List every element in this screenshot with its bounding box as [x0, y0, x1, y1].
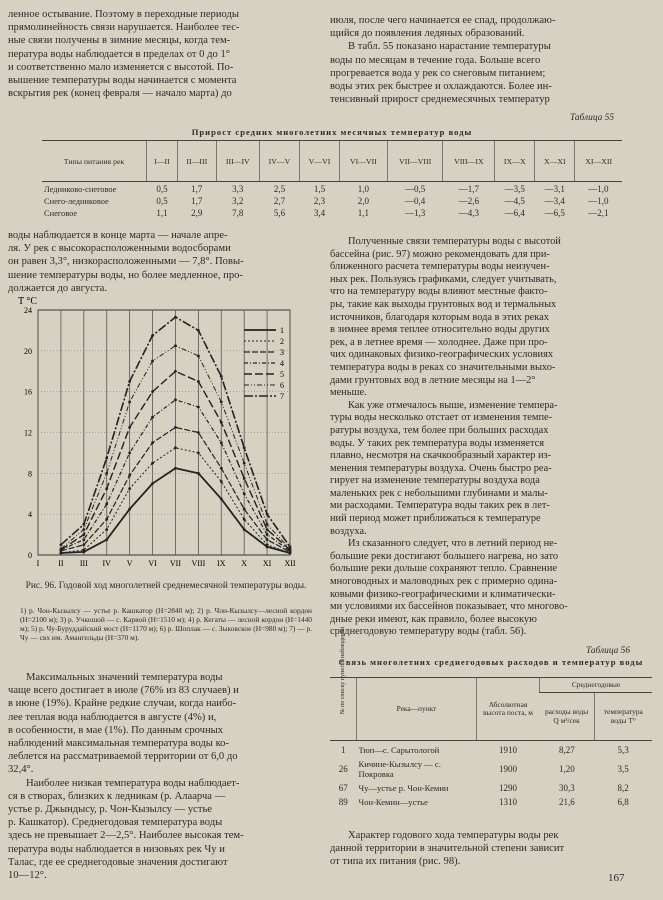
- data-point: [243, 528, 246, 531]
- table-cell: —2,6: [458, 196, 479, 206]
- table-cell: —4,3: [458, 208, 479, 218]
- table-cell: —3,4: [544, 196, 565, 206]
- data-point: [60, 547, 63, 550]
- data-point: [220, 480, 223, 483]
- text-line: щийся до появления ледяных образований.: [330, 28, 525, 40]
- text-line: данной территории в значительной степени зависит: [330, 843, 565, 855]
- text-line: в особенности, в мае (1%). По данным срочных: [8, 724, 224, 736]
- y-axis-label: T °C: [18, 296, 38, 307]
- y-tick-label: 24: [24, 306, 32, 315]
- text-line: ры, такие как выходы грунтовых вод и термальных: [330, 298, 557, 310]
- row-label: Ледниково-снеговое: [44, 185, 117, 194]
- text-line: что на температуру воды влияют местные факто-: [330, 286, 548, 298]
- table-cell: 1,7: [191, 196, 203, 206]
- x-tick-label: IV: [102, 559, 111, 568]
- text-line: рек, а в летнее время — холоднее. Даже при про-: [330, 336, 548, 348]
- text-line: ми условиями их бассейнов показывает, что многово-: [330, 601, 568, 613]
- row-label: Снего-ледниковое: [44, 197, 109, 206]
- data-point: [105, 503, 108, 506]
- text-line: туры воды несколько отстает от изменения темпе-: [330, 412, 553, 424]
- text-line: плавно, несмотря на скачкообразный характер из-: [330, 450, 552, 462]
- data-point: [82, 528, 85, 531]
- table-cell: 2,7: [273, 196, 286, 206]
- text-line: должается до августа.: [8, 282, 108, 294]
- table-cell: 26: [338, 764, 348, 774]
- y-tick-label: 12: [24, 428, 32, 438]
- data-point: [220, 421, 223, 424]
- table55-body: [42, 182, 622, 219]
- data-point: [174, 398, 177, 401]
- text-line: он равен 3,3°, низкорасположенными — 7,8°. Повы-: [8, 256, 244, 268]
- text-line: вышение температуры воды начинается с момента: [8, 75, 237, 87]
- data-point: [82, 538, 85, 541]
- text-line: меньше.: [330, 387, 367, 399]
- table-cell: 1290: [499, 783, 517, 793]
- table-cell: 8,2: [617, 783, 629, 793]
- data-point: [266, 513, 269, 516]
- t55-head-period: XI—XII: [575, 141, 622, 182]
- table-cell: —0,4: [405, 196, 426, 206]
- text-line: ми расходами. Температура воды таких рек в лет-: [330, 500, 550, 512]
- data-point: [174, 467, 177, 470]
- x-tick-label: XII: [284, 559, 296, 568]
- data-point: [105, 472, 108, 475]
- data-point: [174, 344, 177, 347]
- data-point: [105, 457, 108, 460]
- text-line: в зимнее время теплее относительно воды других: [330, 324, 550, 336]
- data-point: [128, 400, 131, 403]
- text-line: Как уже отмечалось выше, изменение темпера-: [348, 399, 558, 411]
- x-tick-label: IX: [217, 559, 226, 568]
- text-line: тенсивный прирост среднемесячных температур: [330, 94, 550, 106]
- data-point: [243, 446, 246, 449]
- text-line: менения температуры воздуха. Очень быстро реа-: [330, 462, 552, 474]
- text-line: пература воды наблюдается в низовьях рек Чу и: [8, 843, 225, 855]
- x-tick-label: II: [58, 559, 64, 568]
- text-line: среднегодовую температуру воды (табл. 56).: [330, 626, 527, 638]
- text-line: большие реки дольше сохраняют тепло. Сравнение: [330, 563, 558, 575]
- x-tick-label: III: [79, 559, 88, 568]
- t55-head-period: III—IV: [216, 141, 259, 182]
- table-cell: 2,9: [191, 208, 203, 218]
- table-row: [330, 793, 652, 807]
- t55-head-type: Типы питания рек: [42, 141, 147, 182]
- table55-header-row: [42, 141, 622, 182]
- t56-head-num: № по списку пунктов наблюдений: [330, 678, 357, 741]
- data-point: [243, 492, 246, 495]
- table-cell: —6,5: [544, 208, 565, 218]
- data-point: [174, 446, 177, 449]
- table56-number: Таблица 56: [586, 646, 631, 656]
- table-cell: —4,5: [504, 196, 525, 206]
- data-point: [128, 487, 131, 490]
- data-point: [174, 316, 177, 319]
- x-tick-label: XI: [262, 559, 272, 568]
- table-row: [330, 741, 652, 756]
- text-line: Талас, где ее среднегодовые значения достигают: [8, 856, 228, 868]
- table-cell: 1,1: [156, 208, 168, 218]
- data-point: [151, 334, 154, 337]
- data-point: [151, 441, 154, 444]
- text-line: прямолинейность связи нарушается. Наиболее тес-: [8, 22, 240, 34]
- data-point: [220, 375, 223, 378]
- legend-label: 5: [280, 370, 284, 379]
- t56-head-t: температура воды T°: [594, 693, 652, 741]
- table-cell: 89: [338, 797, 348, 807]
- table-cell: 3,4: [313, 208, 326, 218]
- text-line: и соответственно мало изменяется с высотой. По-: [8, 61, 234, 73]
- data-point: [266, 523, 269, 526]
- data-point: [220, 497, 223, 500]
- text-line: ных рек. Пользуясь графиками, следует учитывать,: [330, 273, 557, 285]
- data-point: [220, 441, 223, 444]
- table-cell: —1,3: [405, 208, 426, 218]
- table-cell: Чон-Кемин—устье: [358, 797, 428, 807]
- legend-label: 6: [280, 381, 284, 390]
- table-cell: 0,5: [156, 184, 168, 194]
- table-cell: —3,5: [504, 184, 525, 194]
- data-point: [243, 508, 246, 511]
- t56-head-height: Абсолютная высота поста, м: [477, 678, 540, 741]
- text-line: чаще всего достигает в июле (76% из 83 случаев) и: [8, 685, 239, 697]
- table-cell: 8,27: [558, 745, 575, 755]
- text-line: лее теплая вода наблюдается в августе (4%) и,: [8, 711, 217, 723]
- figure-caption: Рис. 96. Годовой ход многолетней среднемесячной температуры воды.: [25, 581, 307, 591]
- text-line: Характер годового хода температуры воды рек: [348, 830, 559, 841]
- text-line: ные связи получены в зимние месяцы, когда тем-: [8, 35, 231, 47]
- table-cell: 21,6: [558, 797, 575, 807]
- data-point: [289, 545, 292, 548]
- text-line: прогревается вода у рек со снеговым питанием;: [330, 67, 546, 79]
- table-cell: 3,2: [232, 196, 244, 206]
- table-cell: 1,7: [191, 184, 203, 194]
- t56-head-group: Среднегодовые: [540, 678, 653, 693]
- text-line: в июне (19%). Крайне редкие случаи, когда наибо-: [8, 698, 237, 710]
- left-bottom-text: [8, 671, 313, 882]
- data-point: [266, 543, 269, 546]
- text-line: воды по месяцам в течение года. Больше всего: [330, 54, 541, 66]
- text-line: шение температуры воды, но более медленное, про-: [8, 269, 243, 281]
- table-cell: 1900: [499, 764, 517, 774]
- text-line: дные реки имеют, как правило, более высокую: [330, 613, 537, 625]
- table-cell: Чу—устье р. Чон-Кемин: [358, 783, 449, 793]
- text-line: большие реки достигают большего нагрева, но зато: [330, 550, 559, 562]
- text-line: здесь не превышает 2—2,5°. Наиболее высокая тем-: [8, 830, 244, 842]
- table-cell: —3,1: [544, 184, 565, 194]
- table-cell: —1,7: [458, 184, 479, 194]
- text-line: Из сказанного следует, что в летний период не-: [348, 538, 558, 550]
- table-cell: 5,3: [617, 745, 629, 755]
- y-tick-label: 8: [28, 469, 32, 479]
- table56-title: Связь многолетних среднегодовых расходов и температур воды: [338, 657, 644, 667]
- text-line: ний период может приближаться к температуре: [330, 513, 541, 525]
- text-line: от типа их питания (рис. 98).: [330, 856, 461, 868]
- t55-head-period: IV—V: [259, 141, 299, 182]
- text-line: чих одинаковых физико-географических условиях: [330, 349, 554, 361]
- table-cell: 0,5: [156, 196, 168, 206]
- text-line: многоводных и маловодных рек с примерно одина-: [330, 576, 558, 588]
- table-cell: —0,5: [405, 184, 426, 194]
- left-mid-text: [8, 229, 313, 295]
- text-line: 32,4°.: [8, 764, 34, 776]
- x-tick-label: V: [126, 559, 133, 568]
- t55-head-period: V—VI: [299, 141, 339, 182]
- data-point: [197, 472, 200, 475]
- text-line: воздуха.: [330, 525, 367, 537]
- table-cell: 3,5: [617, 764, 629, 774]
- t55-head-period: VII—VIII: [387, 141, 443, 182]
- table-cell: 1,5: [313, 184, 326, 194]
- data-point: [266, 533, 269, 536]
- table-row: [42, 206, 622, 218]
- data-point: [243, 518, 246, 521]
- x-tick-label: VII: [169, 559, 182, 568]
- table55-number: Таблица 55: [570, 113, 615, 123]
- data-point: [82, 523, 85, 526]
- table-cell: 2,5: [273, 184, 286, 194]
- data-point: [105, 518, 108, 521]
- right-bottom-text: [330, 829, 652, 869]
- table-cell: 1,20: [558, 764, 575, 774]
- legend-label: 7: [280, 392, 284, 401]
- table-cell: —1,0: [588, 196, 609, 206]
- text-line: ся в створах, близких к ледникам (р. Алаарча —: [8, 790, 226, 802]
- table-cell: 67: [338, 783, 348, 793]
- y-tick-label: 4: [28, 510, 32, 520]
- text-line: воды. У таких рек температура воды изменяется: [330, 437, 545, 449]
- data-point: [82, 533, 85, 536]
- data-point: [197, 380, 200, 383]
- data-point: [128, 452, 131, 455]
- data-point: [266, 538, 269, 541]
- table-cell: 1,0: [357, 184, 370, 194]
- text-line: Полученные связи температуры воды с высотой: [348, 236, 561, 247]
- table-row: [42, 182, 622, 195]
- table-cell: 7,8: [232, 208, 244, 218]
- data-point: [243, 462, 246, 465]
- data-point: [220, 400, 223, 403]
- text-line: дами грунтовых вод в летние месяцы на 1—2°: [330, 374, 536, 386]
- text-line: устье р. Джындысу, р. Чон-Кызылсу — устье: [8, 804, 212, 816]
- data-point: [82, 543, 85, 546]
- data-point: [128, 508, 131, 511]
- table-row: [42, 194, 622, 206]
- data-point: [128, 474, 131, 477]
- right-mid-text: [330, 236, 652, 639]
- legend-label: 4: [280, 359, 284, 368]
- t55-head-period: I—II: [147, 141, 178, 182]
- figure-note: 1) р. Чон-Кызылсу — устье р. Кашкатор (H=2840 м); 2) р. Чон-Кызылсу—лесной кордон (H=2100 м); 3) р. Учкошой — с. Карвой (H=1510 м); 4) р. Кегаты — лесной кордон (H=1440 м); 5) р. Чу-Буруддайский мост (H=1170 м); 6) р. Шоплак — с. Зыковское (H=980 м); 7) — р. Чу — свх им. Амангельды (H=370 м).: [20, 606, 312, 642]
- data-point: [151, 462, 154, 465]
- t55-head-period: II—III: [177, 141, 216, 182]
- text-line: ля. У рек с высокорасположенными водосборами: [8, 243, 231, 255]
- data-point: [105, 487, 108, 490]
- table-cell: 6,8: [617, 797, 629, 807]
- legend-label: 2: [280, 337, 284, 346]
- legend-label: 3: [280, 348, 284, 357]
- x-tick-label: VIII: [191, 559, 206, 568]
- text-line: ленное остывание. Поэтому в переходные периоды: [8, 9, 240, 20]
- text-line: гирует на изменение температуры воздуха вода: [330, 475, 540, 487]
- text-line: воды наблюдается в конце марта — начале апре-: [8, 230, 228, 241]
- table55-title: Прирост средних многолетних месячных температур воды: [191, 127, 473, 137]
- x-tick-label: X: [241, 559, 248, 568]
- data-point: [128, 426, 131, 429]
- data-point: [197, 452, 200, 455]
- data-point: [151, 482, 154, 485]
- text-line: Максимальных значений температура воды: [26, 672, 223, 683]
- data-point: [128, 380, 131, 383]
- text-line: пература воды наблюдается в пределах от 0 до 1°: [8, 48, 230, 60]
- table-cell: —2,1: [588, 208, 609, 218]
- data-point: [220, 467, 223, 470]
- data-point: [197, 431, 200, 434]
- right-top-text: [330, 14, 652, 106]
- text-line: наблюдений максимальная температура воды ко-: [8, 738, 230, 750]
- text-line: июля, после чего начинается ее спад, продолжаю-: [330, 15, 556, 26]
- table-cell: 3,3: [232, 184, 244, 194]
- t56-head-q: расходы воды Q м³/сек: [540, 693, 595, 741]
- t55-head-period: IX—X: [495, 141, 535, 182]
- data-point: [151, 416, 154, 419]
- text-line: Наиболее низкая температура воды наблюдает-: [26, 777, 240, 789]
- y-tick-label: 0: [28, 551, 32, 560]
- text-line: р. Кашкатор). Среднегодовая температура воды: [8, 817, 223, 829]
- table-cell: 1310: [499, 797, 517, 807]
- table56-body: [330, 741, 652, 808]
- x-tick-label: VI: [148, 559, 157, 568]
- t55-head-period: VI—VII: [340, 141, 388, 182]
- data-point: [266, 528, 269, 531]
- data-point: [197, 329, 200, 332]
- text-line: леблется на рассматриваемой территории от 6,0 до: [8, 751, 238, 763]
- table-cell: 1910: [499, 745, 517, 755]
- page-number: 167: [608, 872, 625, 884]
- table-cell: 2,0: [357, 196, 370, 206]
- table-cell: 5,6: [273, 208, 286, 218]
- data-point: [174, 370, 177, 373]
- text-line: ратуры воздуха, тем более при больших расходах: [330, 424, 549, 436]
- data-point: [82, 548, 85, 551]
- text-line: температура воды в реках со значительными выхо-: [330, 361, 556, 373]
- data-point: [105, 538, 108, 541]
- text-line: ковыми физико-географическими и климатически-: [330, 588, 556, 600]
- table-55: [42, 127, 622, 218]
- x-tick-label: I: [36, 559, 40, 568]
- data-point: [151, 390, 154, 393]
- table-cell: —1,0: [588, 184, 609, 194]
- t55-head-period: X—XI: [535, 141, 575, 182]
- data-point: [197, 406, 200, 409]
- table-cell: 1: [341, 745, 346, 755]
- legend-label: 1: [280, 326, 284, 335]
- text-line: В табл. 55 показано нарастание температуры: [348, 41, 551, 53]
- table-cell: 30,3: [558, 783, 575, 793]
- t56-head-river: Река—пункт: [357, 678, 477, 741]
- text-line: бассейна (рис. 97) можно рекомендовать для при-: [330, 248, 550, 260]
- table-cell: Тюп—с. Сарытологой: [358, 745, 440, 755]
- figure-96-chart: [8, 290, 308, 580]
- table-cell: —6,4: [504, 208, 525, 218]
- data-point: [197, 355, 200, 358]
- data-point: [174, 426, 177, 429]
- table-row: [330, 779, 652, 793]
- text-line: вскрытия рек (конец февраля — начало марта) до: [8, 88, 232, 100]
- row-label: Снеговое: [44, 209, 78, 218]
- table-cell: 2,3: [313, 196, 326, 206]
- left-top-text: [8, 8, 313, 100]
- y-tick-label: 16: [24, 387, 32, 397]
- text-line: воды этих рек быстрее и охлаждаются. Более ин-: [330, 81, 552, 93]
- text-line: маленьких рек с небольшими глубинами и малы-: [330, 487, 548, 499]
- table-row: [330, 755, 652, 779]
- data-point: [243, 477, 246, 480]
- t55-head-period: VIII—IX: [443, 141, 495, 182]
- data-point: [151, 360, 154, 363]
- text-line: ближенного расчета температуры воды неизучен-: [330, 261, 550, 273]
- text-line: 10—12°.: [8, 870, 47, 882]
- table-cell: Кичине-Кызылсу — с. Покровка: [358, 759, 441, 779]
- data-point: [60, 543, 63, 546]
- data-point: [105, 528, 108, 531]
- table-cell: 1,1: [357, 208, 370, 218]
- y-tick-label: 20: [24, 346, 32, 356]
- text-line: источников, благодаря которым вода в этих реках: [330, 311, 549, 323]
